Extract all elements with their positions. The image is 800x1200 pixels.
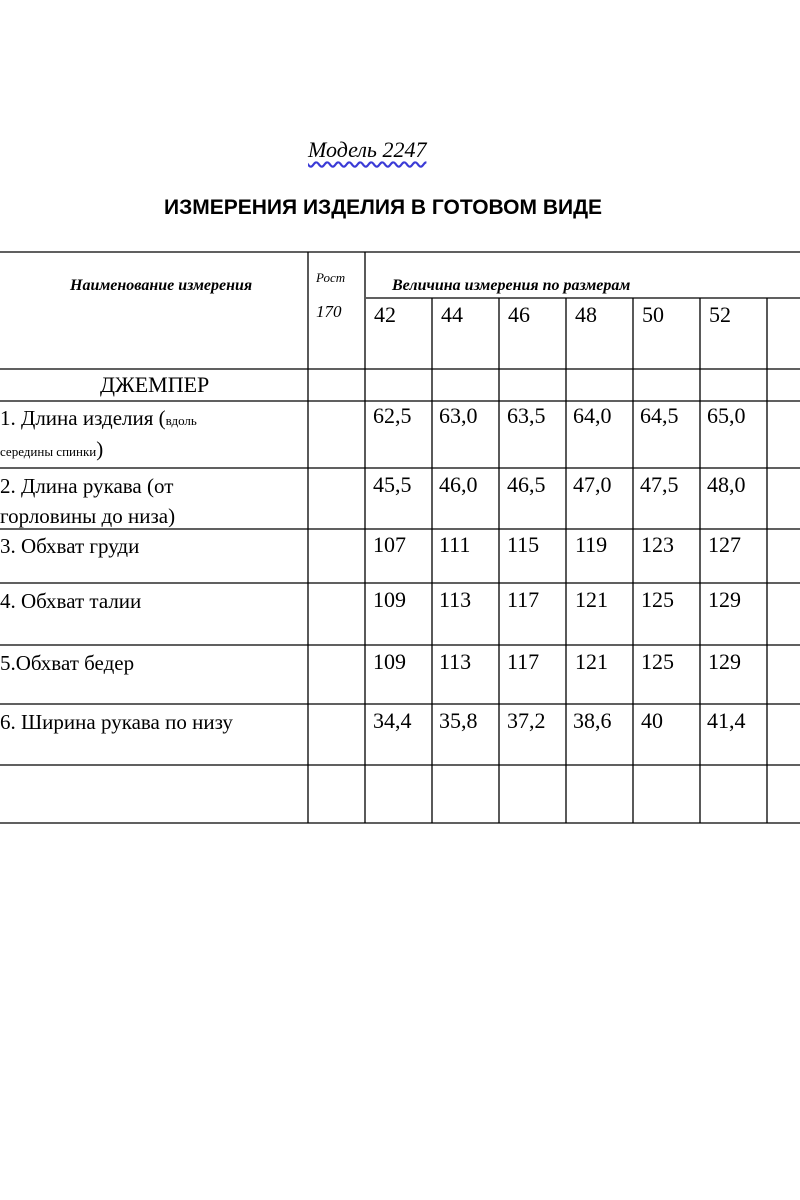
table-cell: 113 xyxy=(439,587,472,612)
table-cell: 63,0 xyxy=(439,403,478,428)
row-label: 3. Обхват груди xyxy=(0,534,140,558)
table-cell: 121 xyxy=(575,649,608,674)
table-cell: 41,4 xyxy=(707,708,746,733)
table-cell: 65,0 xyxy=(707,403,746,428)
row-label: 4. Обхват талии xyxy=(0,589,142,613)
table-cell: 37,2 xyxy=(507,708,546,733)
header-measurement-name: Наименование измерения xyxy=(70,277,253,294)
table-cell: 46,5 xyxy=(507,472,546,497)
table-cell: 117 xyxy=(507,587,540,612)
size-header: 50 xyxy=(642,302,664,327)
table-cell: 125 xyxy=(641,649,674,674)
table-cell: 109 xyxy=(373,649,406,674)
row-label-continued: горловины до низа) xyxy=(0,504,176,528)
table-cell: 129 xyxy=(708,587,741,612)
table-cell: 129 xyxy=(708,649,741,674)
document-title: ИЗМЕРЕНИЯ ИЗДЕЛИЯ В ГОТОВОМ ВИДЕ xyxy=(164,196,603,219)
table-cell: 63,5 xyxy=(507,403,546,428)
header-height-value: 170 xyxy=(316,302,342,321)
table-cell: 47,5 xyxy=(640,472,679,497)
table-cell: 109 xyxy=(373,587,406,612)
table-cell: 35,8 xyxy=(439,708,478,733)
table-cell: 117 xyxy=(507,649,540,674)
table-cell: 48,0 xyxy=(707,472,746,497)
table-cell: 64,0 xyxy=(573,403,612,428)
table-cell: 40 xyxy=(641,708,663,733)
row-label: 6. Ширина рукава по низу xyxy=(0,710,233,734)
table-cell: 115 xyxy=(507,532,540,557)
table-cell: 45,5 xyxy=(373,472,412,497)
table-cell: 34,4 xyxy=(373,708,412,733)
row-label: 1. Длина изделия (вдоль xyxy=(0,406,197,430)
header-height-label: Рост xyxy=(316,270,346,285)
size-header: 52 xyxy=(709,302,731,327)
size-header: 46 xyxy=(508,302,530,327)
table-cell: 127 xyxy=(708,532,741,557)
row-label: 2. Длина рукава (от xyxy=(0,474,174,498)
row-label: 5.Обхват бедер xyxy=(0,651,135,675)
size-header: 42 xyxy=(374,302,396,327)
table-cell: 125 xyxy=(641,587,674,612)
size-header: 44 xyxy=(441,302,463,327)
row-label-continued: середины спинки) xyxy=(0,437,104,461)
table-cell: 121 xyxy=(575,587,608,612)
table-cell: 111 xyxy=(439,532,471,557)
table-cell: 107 xyxy=(373,532,406,557)
section-title: ДЖЕМПЕР xyxy=(100,372,210,397)
table-cell: 64,5 xyxy=(640,403,679,428)
table-cell: 47,0 xyxy=(573,472,612,497)
table-cell: 38,6 xyxy=(573,708,612,733)
table-cell: 123 xyxy=(641,532,674,557)
size-header: 48 xyxy=(575,302,597,327)
table-cell: 46,0 xyxy=(439,472,478,497)
table-cell: 113 xyxy=(439,649,472,674)
table-cell: 119 xyxy=(575,532,608,557)
model-number: Модель 2247 xyxy=(308,137,427,162)
header-sizes-title: Величина измерения по размерам xyxy=(392,277,631,294)
table-cell: 62,5 xyxy=(373,403,412,428)
